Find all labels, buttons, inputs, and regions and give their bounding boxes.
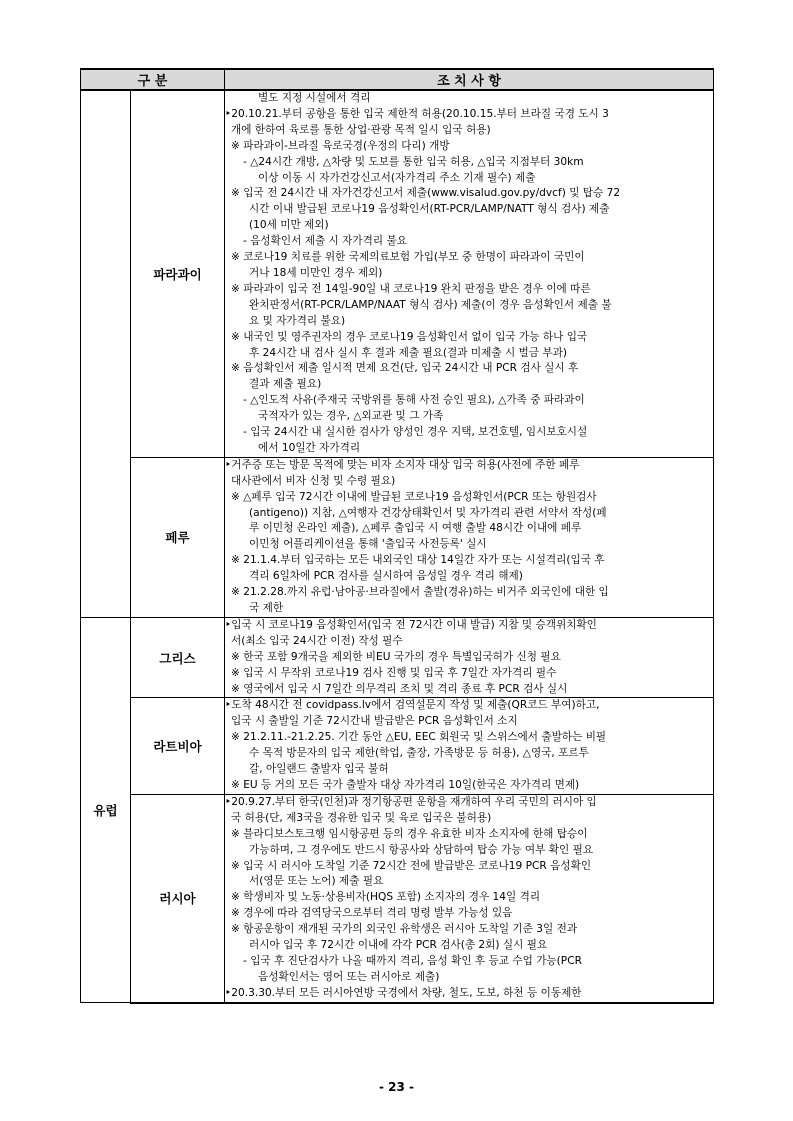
measure-line: 개에 한하여 육로를 통한 상업·관광 목적 일시 입국 허용): [231, 123, 491, 136]
measure-line: ‣거주증 또는 방문 목적에 맞는 비자 소지자 대상 입국 허용(사전에 주한 페루: [225, 458, 580, 471]
measure-line: 격리 6일차에 PCR 검사를 실시하여 음성일 경우 격리 해제): [249, 570, 523, 583]
region-cell: 유럽: [81, 617, 131, 1002]
measure-line: 시간 이내 발급된 코로나19 음성확인서(RT-PCR/LAMP/NATT 형식 검사) 제출: [249, 203, 610, 216]
measures-cell: [225, 457, 714, 617]
measures-cell: [225, 698, 714, 794]
measure-line: ‣도착 48시간 전 covidpass.lv에서 검역설문지 작성 및 제출(QR코드 부여)하고,: [225, 699, 600, 712]
measure-line: 가능하며, 그 경우에도 반드시 항공사와 상담하여 탑승 가능 여부 확인 필요: [249, 843, 594, 856]
measures-cell: [225, 90, 714, 457]
table-header-row: [81, 69, 714, 90]
measure-line: ※ 21.2.28.까지 유럽·남아공·브라질에서 출발(경유)하는 비거주 외국인에 대한 입: [231, 586, 609, 599]
measure-line: ※ 경우에 따라 검역당국으로부터 격리 명령 발부 가능성 있음: [231, 907, 513, 920]
country-cell: 파라과이: [131, 90, 225, 457]
measure-line: ※ 코로나19 치료를 위한 국제의료보험 가입(부모 중 한명이 파라과이 국민이: [231, 251, 585, 264]
measure-line: 국 제한: [249, 602, 284, 614]
region-cell: [81, 90, 131, 617]
table-row: [81, 617, 714, 698]
measure-line: ※ 블라디보스토크행 임시항공편 등의 경우 유효한 비자 소지자에 한해 탑승이: [231, 827, 588, 840]
measure-line: ※ 입국 시 무작위 코로나19 검사 진행 및 입국 후 7일간 자가격리 필수: [231, 666, 557, 679]
measure-line: ※ △페루 입국 72시간 이내에 발급된 코로나19 음성확인서(PCR 또는 항원검사: [231, 490, 597, 503]
measures-table: [80, 68, 714, 1004]
measure-line: (antigeno)) 지참, △여행자 건강상태확인서 및 자가격리 관련 서약서 작성(페: [249, 506, 607, 519]
table-body: [81, 90, 714, 1003]
measure-line: 러시아 입국 후 72시간 이내에 각각 PCR 검사(총 2회) 실시 필요: [249, 939, 548, 952]
measure-line: ‣20.10.21.부터 공항을 통한 입국 제한적 허용(20.10.15.부터 브라질 국경 도시 3: [225, 107, 609, 120]
header-category: 구 분: [81, 69, 225, 90]
measure-line: ※ 영국에서 입국 시 7일간 의무격리 조치 및 격리 종료 후 PCR 검사 실시: [231, 682, 568, 695]
measure-line: ※ 21.2.11.-21.2.25. 기간 동안 △EU, EEC 회원국 및 스위스에서 출발하는 비필: [231, 731, 607, 744]
measure-line: 갈, 아일랜드 출발자 입국 불허: [249, 763, 389, 776]
measure-line: 수 목적 방문자의 입국 제한(학업, 출장, 가족방문 등 허용), △영국, 포르투: [249, 747, 589, 760]
measure-line: 서(최소 입국 24시간 이전) 작성 필수: [231, 634, 403, 647]
measure-line: 서(영문 또는 노어) 제출 필요: [249, 875, 384, 888]
measure-line: 루 이민청 온라인 제출), △페루 출입국 시 여행 출발 48시간 이내에 페루: [249, 522, 582, 535]
country-cell: 라트비아: [131, 698, 225, 794]
measure-line: ※ 파라과이-브라질 육로국경(우정의 다리) 개방: [231, 139, 450, 152]
measure-line: ※ 파라과이 입국 전 14일-90일 내 코로나19 완치 판정을 받은 경우 이에 따른: [231, 282, 591, 295]
table-row: [81, 698, 714, 794]
measure-line: 음성확인서는 영어 또는 러시아로 제출): [258, 970, 440, 983]
measure-line: 결과 제출 필요): [249, 378, 322, 391]
measure-line: ※ 한국 포함 9개국을 제외한 비EU 국가의 경우 특별입국허가 신청 필요: [231, 650, 561, 663]
measure-line: 입국 시 출발일 기준 72시간내 발급받은 PCR 음성확인서 소지: [231, 715, 518, 728]
measure-line: ※ 입국 전 24시간 내 자가건강신고서 제출(www.visalud.gov.py/dvcf) 및 탑승 72: [231, 187, 621, 200]
measure-line: ※ EU 등 거의 모든 국가 출발자 대상 자가격리 10일(한국은 자가격리 면제): [231, 778, 580, 791]
measure-line: 이상 이동 시 자가건강신고서(자가격리 주소 기재 필수) 제출: [258, 171, 536, 184]
measure-line: - 음성확인서 제출 시 자가격리 불요: [243, 235, 407, 248]
table-row: [81, 90, 714, 457]
measure-line: ※ 내국인 및 영주권자의 경우 코로나19 음성확인서 없이 입국 가능 하나 입국: [231, 330, 588, 343]
header-measures: 조 치 사 항: [225, 69, 714, 90]
measure-line: 완치판정서(RT-PCR/LAMP/NAAT 형식 검사) 제출(이 경우 음성확인서 제출 불: [249, 298, 612, 311]
measure-line: 후 24시간 내 검사 실시 후 결과 제출 필요(결과 미제출 시 벌금 부과): [249, 346, 567, 359]
table-row: [81, 794, 714, 1002]
measure-line: 별도 지정 시설에서 격리: [258, 92, 371, 104]
country-cell: 그리스: [131, 617, 225, 698]
measure-line: - △인도적 사유(주재국 국방위를 통해 사전 승인 필요), △가족 중 파라과이: [243, 394, 585, 407]
measures-cell: [225, 617, 714, 698]
measure-line: ※ 21.1.4.부터 입국하는 모든 내외국인 대상 14일간 자가 또는 시설격리(입국 후: [231, 554, 605, 567]
measure-line: 에서 10일간 자가격리: [258, 441, 361, 454]
measure-line: - 입국 24시간 내 실시한 검사가 양성인 경우 지택, 보건호텔, 임시보호시설: [243, 426, 588, 439]
measure-line: 대사관에서 비자 신청 및 수령 필요): [231, 474, 396, 487]
measure-line: 국적자가 있는 경우, △외교관 및 그 가족: [258, 410, 444, 423]
country-cell: 페루: [131, 457, 225, 617]
measure-line: (10세 미만 제외): [249, 219, 329, 232]
measures-cell: [225, 794, 714, 1002]
measure-line: 이민청 어플리케이션을 통해 '출입국 사전등록' 실시: [249, 538, 487, 551]
measure-line: ※ 음성확인서 제출 일시적 면제 요건(단, 입국 24시간 내 PCR 검사 실시 후: [231, 362, 579, 375]
measure-line: ※ 입국 시 러시아 도착일 기준 72시간 전에 발급받은 코로나19 PCR 음성확인: [231, 859, 592, 872]
measure-line: 국 허용(단, 제3국을 경유한 입국 및 육로 입국은 불허용): [231, 811, 492, 824]
measure-line: ‣20.9.27.부터 한국(인천)과 정기항공편 운항을 재개하여 우리 국민의 러시아 입: [225, 795, 597, 808]
measure-line: - 입국 후 진단검사가 나올 때까지 격리, 음성 확인 후 등교 수업 가능(PCR: [243, 954, 582, 967]
country-cell: 러시아: [131, 794, 225, 1002]
measure-line: ※ 학생비자 및 노동·상용비자(HQS 포함) 소지자의 경우 14일 격리: [231, 891, 541, 904]
measure-line: ※ 항공운항이 재개된 국가의 외국인 유학생은 러시아 도착일 기준 3일 전과: [231, 923, 578, 936]
page-number: - 23 -: [378, 1080, 414, 1094]
measure-line: 거나 18세 미만인 경우 제외): [249, 266, 383, 279]
measure-line: - △24시간 개방, △차량 및 도보를 통한 입국 허용, △입국 지점부터 30km: [243, 155, 584, 168]
table-row: [81, 457, 714, 617]
measure-line: ‣입국 시 코로나19 음성확인서(입국 전 72시간 이내 발급) 지참 및 승객위치확인: [225, 618, 597, 631]
measure-line: 요 및 자가격리 불요): [249, 314, 346, 327]
measure-line: ‣20.3.30.부터 모든 러시아연방 국경에서 차량, 철도, 도보, 하천 등 이동제한: [225, 986, 582, 999]
